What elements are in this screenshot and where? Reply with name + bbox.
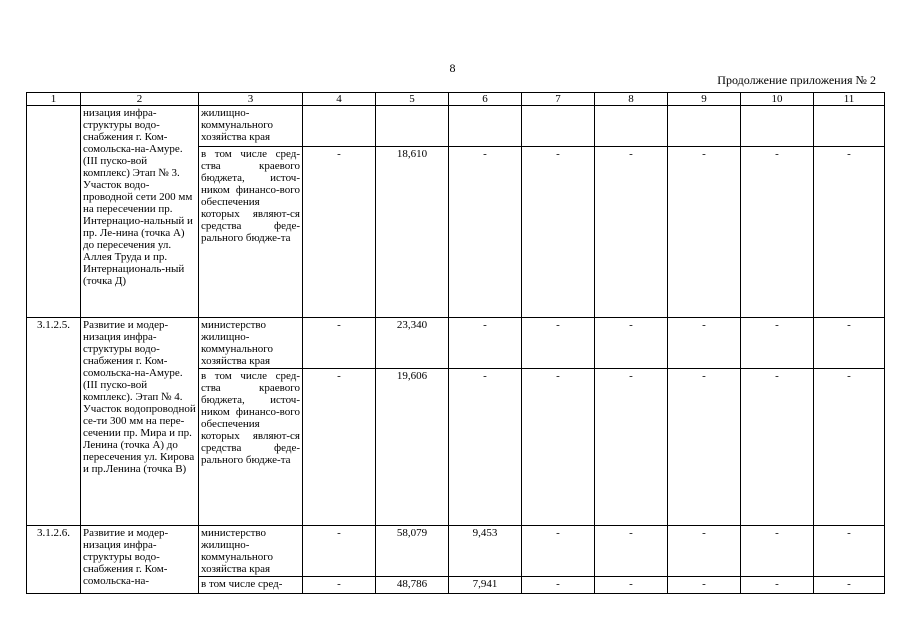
header-cell-10: 10 — [741, 93, 814, 106]
appendix-title: Продолжение приложения № 2 — [717, 73, 876, 87]
value-cell: 58,079 — [376, 526, 449, 577]
value-cell: - — [741, 577, 814, 594]
value-cell: 23,340 — [376, 318, 449, 369]
value-cell: - — [303, 147, 376, 318]
value-cell — [449, 106, 522, 147]
value-cell: - — [741, 147, 814, 318]
value-cell: - — [595, 147, 668, 318]
value-cell: - — [449, 369, 522, 526]
value-cell: 7,941 — [449, 577, 522, 594]
value-cell: - — [449, 318, 522, 369]
value-cell: - — [814, 147, 885, 318]
value-cell: - — [522, 147, 595, 318]
funding-source: в том числе сред-ства краевого бюджета, источ-ником финансо-вого обеспечения которых являют-ся средства феде-рального бюдже-та — [199, 369, 303, 526]
value-cell — [376, 106, 449, 147]
funding-source: министерство жилищно-коммунального хозяйства края — [199, 526, 303, 577]
value-cell: - — [522, 577, 595, 594]
value-cell: - — [449, 147, 522, 318]
value-cell: - — [814, 526, 885, 577]
value-cell: - — [814, 318, 885, 369]
value-cell: 9,453 — [449, 526, 522, 577]
value-cell: - — [595, 577, 668, 594]
value-cell: - — [814, 369, 885, 526]
header-cell-7: 7 — [522, 93, 595, 106]
value-cell: 48,786 — [376, 577, 449, 594]
value-cell: 19,606 — [376, 369, 449, 526]
value-cell: - — [814, 577, 885, 594]
value-cell: - — [522, 526, 595, 577]
value-cell: - — [303, 577, 376, 594]
value-cell: - — [303, 318, 376, 369]
value-cell: - — [741, 369, 814, 526]
value-cell — [741, 106, 814, 147]
item-description: Развитие и модер-низация инфра-структуры водо-снабжения г. Ком-сомольска-на- — [81, 526, 199, 594]
value-cell: - — [668, 147, 741, 318]
header-cell-6: 6 — [449, 93, 522, 106]
header-row — [27, 93, 885, 106]
page-bottom-margin — [0, 609, 905, 640]
item-description: низация инфра-структуры водо-снабжения г. Ком-сомольска-на-Амуре. (III пуско-вой комплекс) Этап № 3. Участок водо-проводной сети 200 мм на пересечении пр. Интернацио-нальный и пр. Ле-нина (точка А) до пересечения ул. Аллея Труда и пр. Интернациональ-ный (точка Д) — [81, 106, 199, 318]
value-cell: - — [303, 369, 376, 526]
funding-source: в том числе сред- — [199, 577, 303, 594]
item-number: 3.1.2.5. — [27, 318, 81, 526]
value-cell: - — [668, 318, 741, 369]
funding-source: в том числе сред-ства краевого бюджета, источ-ником финансо-вого обеспечения которых являют-ся средства феде-рального бюдже-та — [199, 147, 303, 318]
item-description: Развитие и модер-низация инфра-структуры водо-снабжения г. Ком-сомольска-на-Амуре. (III пуско-вой комплекс). Этап № 4. Участок водопроводной се-ти 300 мм на пере-сечении пр. Мира и пр. Ленина (точка А) до пересечения ул. Кирова и пр.Ленина (точка В) — [81, 318, 199, 526]
value-cell: - — [741, 318, 814, 369]
value-cell: - — [303, 526, 376, 577]
value-cell: - — [668, 369, 741, 526]
header-cell-11: 11 — [814, 93, 885, 106]
value-cell — [522, 106, 595, 147]
header-cell-5: 5 — [376, 93, 449, 106]
header-cell-8: 8 — [595, 93, 668, 106]
value-cell — [303, 106, 376, 147]
funding-source: жилищно-коммунального хозяйства края — [199, 106, 303, 147]
header-cell-3: 3 — [199, 93, 303, 106]
header-cell-4: 4 — [303, 93, 376, 106]
value-cell: - — [522, 318, 595, 369]
value-cell: - — [668, 526, 741, 577]
value-cell — [668, 106, 741, 147]
value-cell: - — [668, 577, 741, 594]
value-cell: - — [595, 318, 668, 369]
table-row — [27, 106, 885, 147]
table-row — [27, 318, 885, 369]
value-cell: 18,610 — [376, 147, 449, 318]
value-cell: - — [522, 369, 595, 526]
value-cell: - — [595, 526, 668, 577]
header-cell-1: 1 — [27, 93, 81, 106]
value-cell — [814, 106, 885, 147]
page-number: 8 — [449, 61, 456, 75]
item-number — [27, 106, 81, 318]
header-cell-2: 2 — [81, 93, 199, 106]
value-cell — [595, 106, 668, 147]
budget-table — [26, 92, 885, 594]
funding-source: министерство жилищно-коммунального хозяйства края — [199, 318, 303, 369]
header-cell-9: 9 — [668, 93, 741, 106]
table-row — [27, 526, 885, 577]
item-number: 3.1.2.6. — [27, 526, 81, 594]
value-cell: - — [595, 369, 668, 526]
value-cell: - — [741, 526, 814, 577]
